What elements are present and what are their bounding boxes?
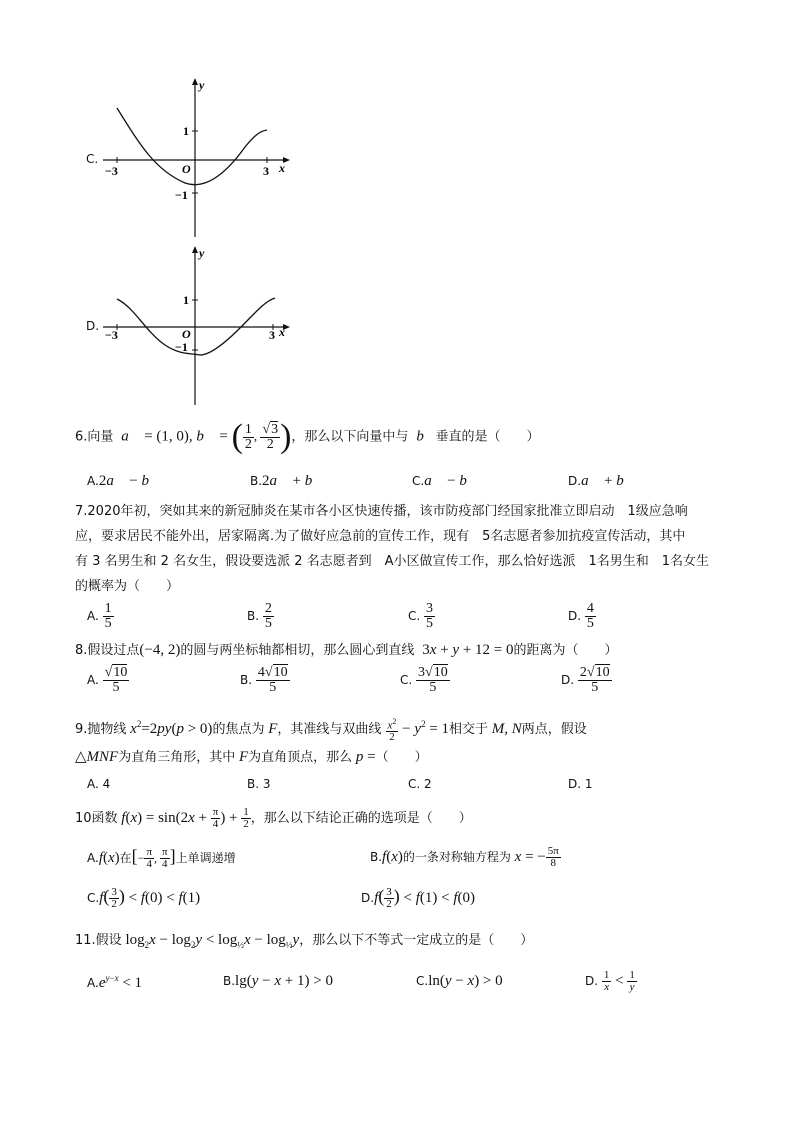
graph-c-y-label: y: [199, 78, 205, 92]
q6-option-b[interactable]: B.2a⃗ + b⃗: [250, 473, 324, 489]
graph-d-origin: O: [182, 327, 191, 341]
graph-c-tick-1: 1: [183, 124, 189, 138]
q11-option-a[interactable]: $A.e^{y-x} < 1$: [87, 973, 143, 991]
q10-option-a[interactable]: A.f(x)在[− $\frac{\pi}{4}$ , $\frac{\pi}{4}$ ]上单调递增: [87, 846, 236, 870]
q7-line-4: 的概率为（ ）: [75, 579, 180, 594]
q8-option-a[interactable]: A. $\frac{√10}{5}$: [87, 665, 128, 695]
q8-option-d[interactable]: D. $\frac{2√10}{5}$: [561, 665, 610, 695]
graph-d-y-arrow: [192, 246, 198, 253]
graph-c-x-pos3: 3: [263, 164, 269, 178]
question-10: 10函数 f(x) = sin(2x + $\frac{\pi}{4}$ ) + $\frac{1}{2}$ ，那么以下结论正确的选项是（ ）: [75, 806, 472, 830]
q9-option-c[interactable]: C. 2: [408, 777, 432, 791]
graph-c-label: C.: [86, 152, 99, 166]
graph-d-tick-1: 1: [183, 293, 189, 307]
q8-option-b[interactable]: B. $\frac{4√10}{5}$: [240, 665, 288, 695]
question-6: 6.向量 a⃗ = (1, 0), b⃗ = ( $\frac{1}{2}$ , $\frac{√3}{2}$ )，那么以下向量中与 b⃗垂直的是（ ）: [75, 418, 540, 455]
question-7: [75, 499, 709, 599]
q7-line-1: 7.2020年初，突如其来的新冠肺炎在某市各小区快速传播，该市防疫部门经国家批准立即启动 1级应急响: [75, 504, 688, 519]
graph-c-x-label: x: [279, 161, 285, 175]
graph-c-curve: [117, 108, 267, 185]
question-9: 9.抛物线 $x^2=2py(p > 0)$的焦点为 F，其准线与双曲线 $\frac{x^2}{2}$ − $y^2 = 1$相交于 M, N两点，假设: [75, 716, 587, 744]
q6-option-c[interactable]: C.a⃗ − b⃗: [412, 473, 479, 489]
graph-d-y-label: y: [199, 246, 205, 260]
q7-option-c[interactable]: C. $\frac{3}{5}$: [408, 601, 434, 631]
graph-c-x-neg3: −3: [105, 164, 118, 178]
q9-option-d[interactable]: D. 1: [568, 777, 593, 791]
q7-option-a[interactable]: A. $\frac{1}{5}$: [87, 601, 112, 631]
graph-c-y-arrow: [192, 78, 198, 85]
graph-d-x-label: x: [279, 325, 285, 339]
q6-option-a[interactable]: A.2a⃗ − b⃗: [87, 473, 161, 489]
graph-c-origin: O: [182, 162, 191, 176]
q11-option-c[interactable]: C.ln(y − x) > 0: [416, 973, 503, 989]
question-8: 8.假设过点(−4, 2)的圆与两坐标轴都相切，那么圆心到直线 3x + y + 12 = 0的距离为（ ）: [75, 642, 618, 658]
q9-option-a[interactable]: A. 4: [87, 777, 111, 791]
graph-d: [95, 243, 295, 408]
q7-option-d[interactable]: D. $\frac{4}{5}$: [568, 601, 594, 631]
q10-option-c[interactable]: C.f( $\frac{3}{2}$ ) < f(0) < f(1): [87, 886, 201, 910]
graph-c-tick-neg1: −1: [175, 188, 188, 202]
q10-option-b[interactable]: B.f(x)的一条对称轴方程为 x = − $\frac{5\pi}{8}$: [370, 845, 559, 869]
q8-option-c[interactable]: C. $\frac{3√10}{5}$: [400, 665, 448, 695]
q6-option-d[interactable]: D.a⃗ + b⃗: [568, 473, 636, 489]
q11-option-d[interactable]: D. $\frac{1}{x}$ < $\frac{1}{y}$: [585, 969, 635, 993]
graph-d-label: D.: [86, 319, 100, 333]
q7-line-2: 应，要求居民不能外出，居家隔离.为了做好应急前的宣传工作，现有 5名志愿者参加抗疫宣传活动，其中: [75, 529, 686, 544]
q11-option-b[interactable]: B.lg(y − x + 1) > 0: [223, 973, 333, 989]
graph-d-tick-neg1: −1: [175, 340, 188, 354]
q7-option-b[interactable]: B. $\frac{2}{5}$: [247, 601, 272, 631]
q9-option-b[interactable]: B. 3: [247, 777, 271, 791]
graph-d-x-pos3: 3: [269, 328, 275, 342]
q7-line-3: 有 3 名男生和 2 名女生，假设要选派 2 名志愿者到 A小区做宣传工作，那么恰好选派 1名男生和 1名女生: [75, 554, 710, 569]
graph-d-x-neg3: −3: [105, 328, 118, 342]
q10-option-d[interactable]: D.f( $\frac{3}{2}$ ) < f(1) < f(0): [361, 886, 475, 910]
graph-c: [95, 75, 295, 240]
question-9-line-2: △MNF为直角三角形，其中 F为直角顶点，那么 p =（ ）: [75, 749, 428, 765]
question-11: 11.假设 $\log_2x - \log_2y < \log_{\frac{1}{2}}x - \log_{\frac{1}{2}}y$，那么以下不等式一定成立的是（ ）: [75, 932, 534, 950]
